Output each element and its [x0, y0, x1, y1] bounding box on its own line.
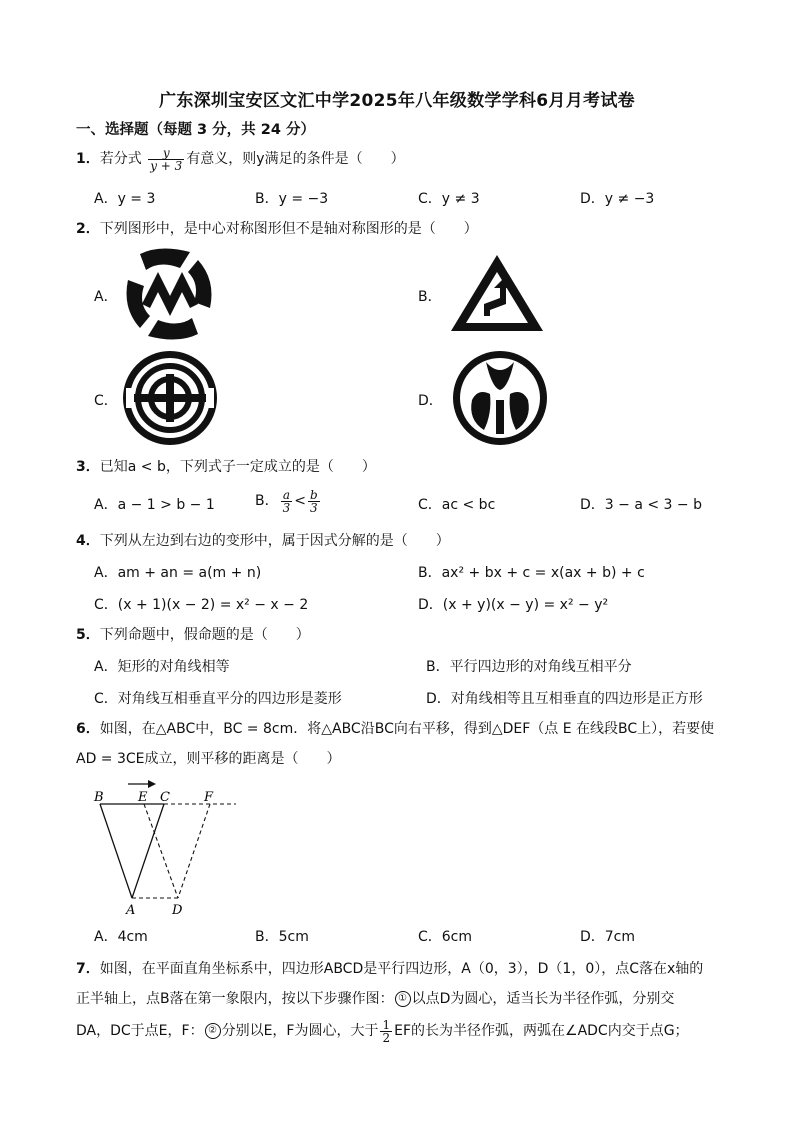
option-c[interactable]: C．: [94, 393, 118, 409]
question-3: [76, 456, 376, 476]
option-a[interactable]: A．y = 3: [94, 191, 156, 207]
option-b[interactable]: B．5cm: [255, 929, 309, 945]
option-d[interactable]: D．(x + y)(x − y) = x² − y²: [418, 597, 609, 613]
option-c[interactable]: C．(x + 1)(x − 2) = x² − x − 2: [94, 597, 309, 613]
question-text: 如图，在平面直角坐标系中，四边形ABCD是平行四边形，A（0，3），D（1，0），点C落在x轴的: [99, 961, 704, 977]
label-e: E: [138, 790, 148, 805]
fraction-denominator: 3: [282, 500, 291, 515]
question-number: 3．: [76, 459, 100, 475]
option-d[interactable]: D．7cm: [580, 929, 636, 945]
question-text: DA，DC于点E，F：: [76, 1023, 204, 1039]
fraction-numerator: 1: [382, 1017, 391, 1032]
label-f: F: [204, 790, 214, 805]
question-5: [76, 624, 310, 644]
question-number: 2．: [76, 221, 100, 237]
question-4: [76, 530, 450, 550]
fraction: [148, 147, 184, 172]
figure-c-circle-emblem[interactable]: [120, 348, 220, 448]
question-2: [76, 218, 478, 238]
question-number: 5．: [76, 627, 100, 643]
question-7: [76, 958, 703, 978]
option-b[interactable]: [255, 484, 322, 518]
fraction-denominator: 2: [382, 1030, 391, 1045]
option-b[interactable]: B．ax² + bx + c = x(ax + b) + c: [418, 565, 645, 581]
option-b[interactable]: B．平行四边形的对角线互相平分: [426, 659, 632, 675]
question-6-line-2: AD = 3CE成立，则平移的距离是（ ）: [76, 751, 341, 767]
fraction-denominator: 3: [310, 500, 318, 515]
option-a[interactable]: A．矩形的对角线相等: [94, 659, 230, 675]
figure-d-leaf-emblem[interactable]: [450, 348, 550, 448]
question-7-line-2: [76, 988, 674, 1008]
question-text: 下列从左边到右边的变形中，属于因式分解的是（ ）: [99, 533, 450, 549]
figure-translation-triangles: [86, 774, 246, 920]
fraction-half: [380, 1019, 392, 1044]
question-number: 4．: [76, 533, 100, 549]
option-d[interactable]: D．3 − a < 3 − b: [580, 497, 702, 513]
fraction-denominator: y + 3: [150, 158, 183, 173]
question-number: 7．: [76, 961, 100, 977]
question-text: 分别以E，F为圆心，大于: [221, 1023, 379, 1039]
question-number: 1．: [76, 151, 100, 167]
option-c[interactable]: C．6cm: [418, 929, 473, 945]
section-heading: 一、选择题（每题 3 分，共 24 分）: [76, 122, 315, 138]
question-text: 如图，在△ABC中，BC = 8cm．将△ABC沿BC向右平移，得到△DEF（点 E 在线段BC上），若要使: [99, 721, 715, 737]
figure-a-swirl-logo[interactable]: [120, 246, 218, 342]
question-text: 下列命题中，假命题的是（ ）: [99, 627, 310, 643]
option-a[interactable]: A．: [94, 289, 118, 305]
option-c[interactable]: C．对角线互相垂直平分的四边形是菱形: [94, 691, 342, 707]
option-a[interactable]: A．4cm: [94, 929, 148, 945]
label-d: D: [172, 903, 183, 918]
option-d[interactable]: D．y ≠ −3: [580, 191, 655, 207]
question-text: 正半轴上，点B落在第一象限内，按以下步骤作图：: [76, 991, 394, 1007]
option-a[interactable]: A．am + an = a(m + n): [94, 565, 262, 581]
fraction-numerator: a: [281, 489, 293, 502]
operator: <: [294, 493, 306, 509]
label-b: B: [94, 790, 104, 805]
question-text: 有意义，则y满足的条件是（ ）: [186, 151, 405, 167]
option-d[interactable]: D．对角线相等且互相垂直的四边形是正方形: [426, 691, 703, 707]
figure-b-warning-triangle[interactable]: [448, 252, 546, 334]
option-d[interactable]: D．: [418, 393, 443, 409]
fraction-numerator: b: [309, 487, 318, 502]
step-2-marker: ②: [205, 1023, 221, 1039]
step-1-marker: ①: [395, 991, 411, 1007]
option-c[interactable]: C．ac < bc: [418, 497, 496, 513]
label-a: A: [126, 903, 136, 918]
question-text: 已知a < b，下列式子一定成立的是（ ）: [99, 459, 376, 475]
question-text: EF的长为半径作弧，两弧在∠ADC内交于点G；: [394, 1023, 689, 1039]
fraction: [308, 489, 320, 514]
question-6: [76, 718, 714, 738]
question-text: 下列图形中，是中心对称图形但不是轴对称图形的是（ ）: [99, 221, 478, 237]
option-b[interactable]: B．: [418, 289, 442, 305]
question-text: 以点D为圆心，适当长为半径作弧，分别交: [411, 991, 675, 1007]
option-b[interactable]: B．y = −3: [255, 191, 329, 207]
page-title: 广东深圳宝安区文汇中学2025年八年级数学学科6月月考试卷: [159, 91, 635, 111]
question-text: 若分式: [99, 151, 142, 167]
fraction-numerator: y: [148, 147, 184, 160]
fraction: [281, 489, 293, 514]
option-a[interactable]: A．a − 1 > b − 1: [94, 497, 215, 513]
question-1: [76, 146, 405, 172]
question-number: 6．: [76, 721, 100, 737]
option-c[interactable]: C．y ≠ 3: [418, 191, 480, 207]
label-c: C: [160, 790, 170, 805]
question-7-line-3: [76, 1016, 689, 1046]
option-label: B．: [255, 493, 279, 509]
